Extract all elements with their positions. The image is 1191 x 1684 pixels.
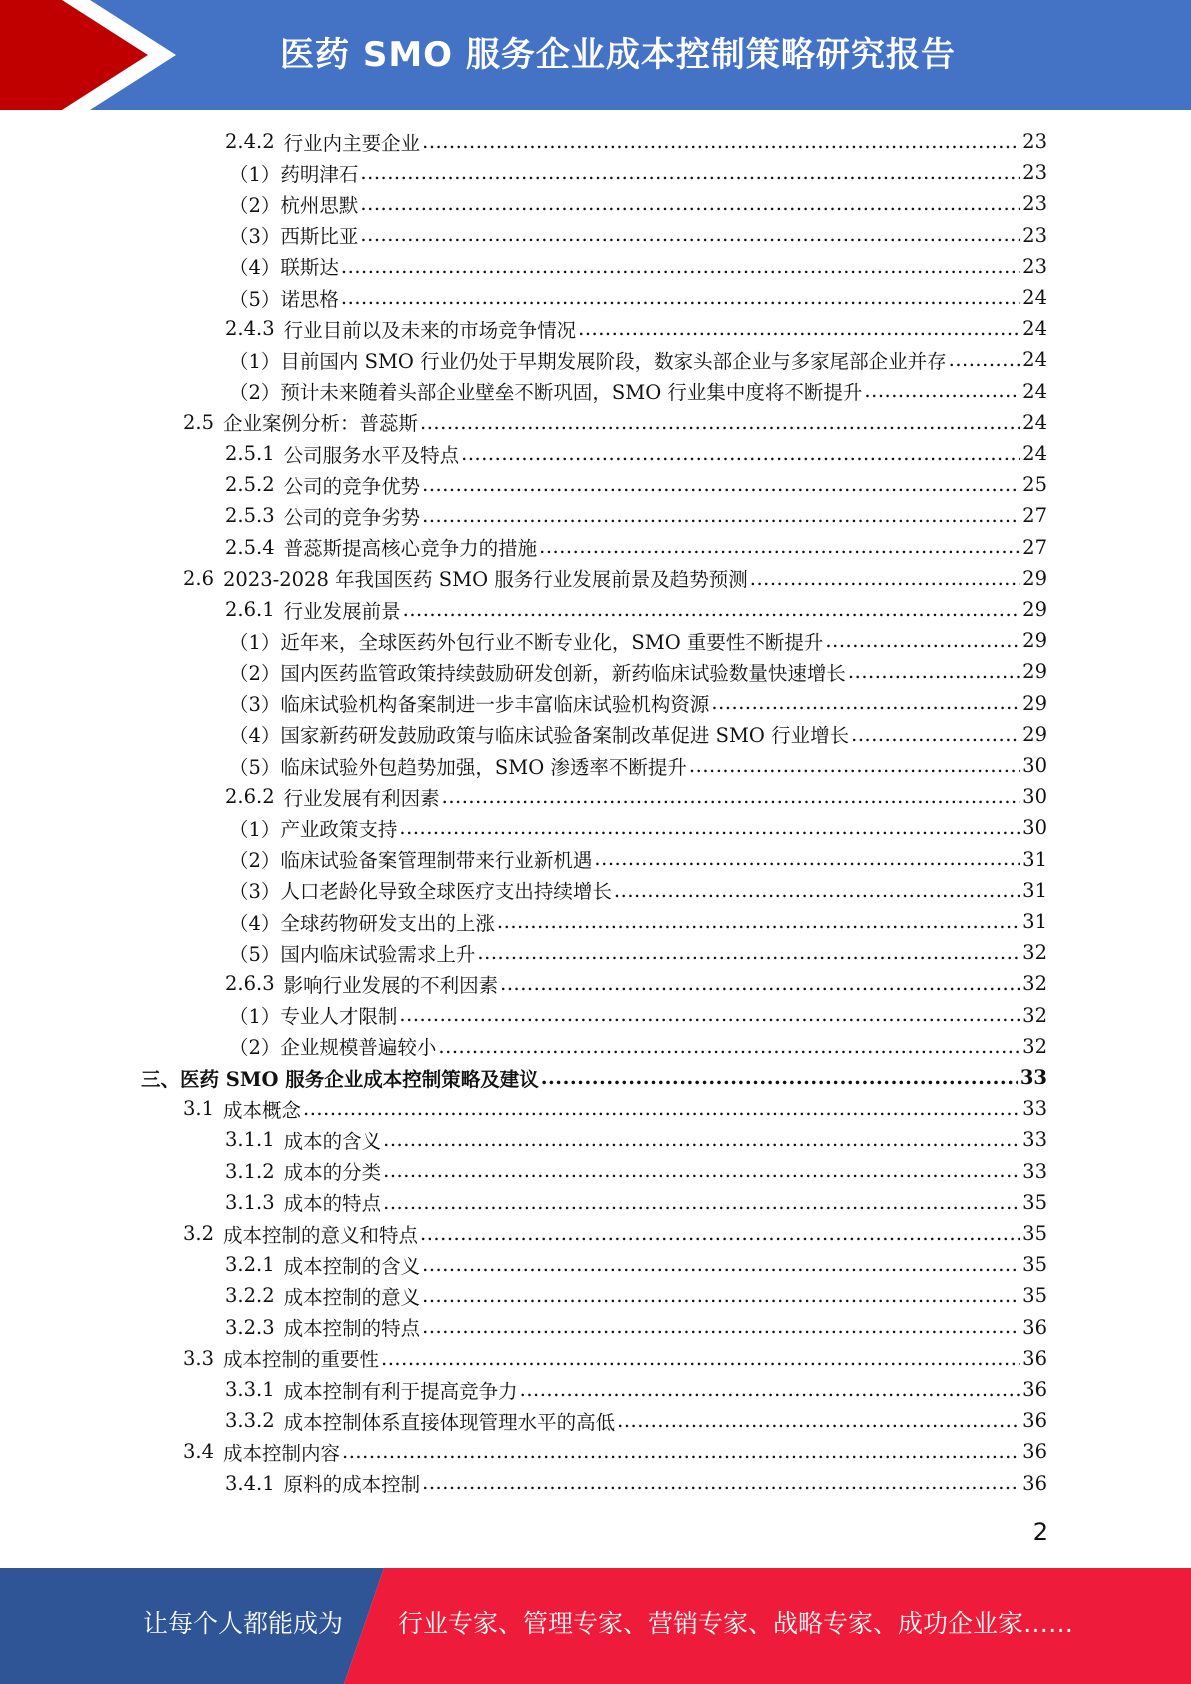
toc-dot-leader xyxy=(500,972,1020,995)
toc-entry[interactable] xyxy=(225,126,1047,157)
toc-entry[interactable] xyxy=(229,625,1047,656)
toc-dot-leader xyxy=(851,723,1020,746)
toc-entry-title: 行业发展有利因素 xyxy=(283,786,440,810)
toc-entry-title: （2）企业规模普遍较小 xyxy=(229,1036,437,1060)
toc-entry-title: 成本概念 xyxy=(223,1098,302,1122)
toc-entry-page: 32 xyxy=(1022,1003,1047,1027)
toc-entry-title: （1）专业人才限制 xyxy=(229,1005,398,1029)
toc-dot-leader xyxy=(360,223,1020,246)
toc-entry-title: 原料的成本控制 xyxy=(283,1473,421,1497)
toc-entry-number: 3.2 xyxy=(183,1222,215,1245)
toc-entry-page: 36 xyxy=(1022,1315,1047,1339)
toc-entry-title: （3）临床试验机构备案制进一步丰富临床试验机构资源 xyxy=(229,693,710,717)
toc-entry-number: 3.4 xyxy=(183,1440,215,1464)
toc-entry-title: （4）全球药物研发支出的上涨 xyxy=(229,911,495,935)
toc-entry-title: （5）临床试验外包趋势加强，SMO 渗透率不断提升 xyxy=(229,755,687,779)
toc-entry[interactable] xyxy=(225,313,1047,344)
toc-entry-title: （1）药明津石 xyxy=(229,162,359,186)
toc-dot-leader xyxy=(303,1097,1020,1120)
toc-entry-number: 2.4.3 xyxy=(225,317,275,341)
toc-entry[interactable] xyxy=(225,1249,1047,1280)
toc-dot-leader xyxy=(438,1035,1020,1058)
toc-entry[interactable] xyxy=(229,812,1047,843)
toc-dot-leader xyxy=(399,1003,1020,1026)
toc-entry-title: （4）联斯达 xyxy=(229,256,339,280)
toc-entry[interactable] xyxy=(141,1062,1047,1093)
toc-entry-number: 3.2.1 xyxy=(225,1253,275,1277)
toc-entry[interactable] xyxy=(225,500,1047,531)
toc-entry-page: 32 xyxy=(1022,941,1047,965)
toc-entry-page: 33 xyxy=(1022,1159,1047,1183)
toc-entry-title: 普蕊斯提高核心竞争力的措施 xyxy=(283,537,538,561)
toc-entry-page: 29 xyxy=(1022,660,1047,684)
toc-entry-title: （1）近年来，全球医药外包行业不断专业化，SMO 重要性不断提升 xyxy=(229,630,824,654)
toc-dot-leader xyxy=(539,535,1020,558)
toc-entry-title: （2）杭州思默 xyxy=(229,193,359,217)
toc-entry-title: 成本控制内容 xyxy=(223,1441,341,1465)
toc-entry[interactable] xyxy=(229,344,1047,375)
toc-entry[interactable] xyxy=(229,844,1047,875)
toc-entry[interactable] xyxy=(229,188,1047,219)
toc-entry-title: 企业案例分析：普蕊斯 xyxy=(223,412,419,436)
toc-entry-title: （1）产业政策支持 xyxy=(229,817,398,841)
toc-dot-leader xyxy=(399,816,1020,839)
toc-entry-page: 24 xyxy=(1022,442,1047,465)
toc-entry[interactable] xyxy=(229,251,1047,282)
toc-entry[interactable] xyxy=(183,563,1047,594)
toc-entry-title: （3）人口老龄化导致全球医疗支出持续增长 xyxy=(229,880,612,904)
toc-entry[interactable] xyxy=(183,1436,1047,1467)
toc-entry-page: 30 xyxy=(1022,785,1047,809)
toc-entry-page: 36 xyxy=(1022,1378,1047,1401)
toc-dot-leader xyxy=(864,379,1020,402)
toc-entry-title: （2）预计未来随着头部企业壁垒不断巩固，SMO 行业集中度将不断提升 xyxy=(229,381,863,405)
toc-entry[interactable] xyxy=(229,875,1047,906)
toc-dot-leader xyxy=(477,941,1020,964)
toc-entry-page: 23 xyxy=(1022,192,1047,216)
toc-entry-number: 2.6 xyxy=(183,566,215,590)
toc-dot-leader xyxy=(360,192,1020,215)
toc-entry-title: 成本的含义 xyxy=(283,1129,382,1153)
toc-entry[interactable] xyxy=(225,594,1047,625)
toc-entry-page: 31 xyxy=(1022,878,1047,902)
toc-entry[interactable] xyxy=(229,937,1047,968)
toc-entry[interactable] xyxy=(225,1312,1047,1343)
toc-entry[interactable] xyxy=(229,220,1047,251)
toc-entry-number: 3.1.3 xyxy=(225,1190,275,1214)
toc-entry-number: 3.1.1 xyxy=(225,1128,275,1152)
toc-entry-title: （4）国家新药研发鼓励政策与临床试验备案制改革促进 SMO 行业增长 xyxy=(229,724,850,748)
toc-dot-leader xyxy=(422,473,1020,496)
toc-entry[interactable] xyxy=(229,688,1047,719)
toc-entry-page: 35 xyxy=(1022,1284,1047,1308)
toc-dot-leader xyxy=(420,1222,1020,1245)
toc-entry[interactable] xyxy=(183,1343,1047,1374)
toc-entry-page: 31 xyxy=(1022,847,1047,871)
toc-dot-leader xyxy=(594,847,1020,870)
toc-entry-number: 2.6.3 xyxy=(225,972,275,996)
toc-dot-leader xyxy=(420,411,1020,434)
toc-entry-page: 36 xyxy=(1022,1409,1047,1433)
toc-entry-title: 成本的分类 xyxy=(283,1161,382,1185)
toc-entry-number: 2.4.2 xyxy=(225,130,275,153)
toc-entry-page: 23 xyxy=(1022,223,1047,247)
toc-entry-page: 27 xyxy=(1022,504,1047,528)
toc-dot-leader xyxy=(689,754,1020,777)
toc-entry-page: 29 xyxy=(1022,598,1047,621)
toc-entry-page: 33 xyxy=(1019,1066,1047,1089)
toc-dot-leader xyxy=(520,1378,1021,1401)
toc-entry-number: 3.1.2 xyxy=(225,1159,275,1183)
header-banner xyxy=(0,0,1191,110)
toc-entry-title: 行业内主要企业 xyxy=(283,131,421,155)
toc-entry-title: 成本控制的意义 xyxy=(283,1285,421,1309)
toc-entry-title: 公司服务水平及特点 xyxy=(283,443,460,467)
toc-entry-title: （5）诺思格 xyxy=(229,287,339,311)
toc-entry[interactable] xyxy=(225,1156,1047,1187)
toc-entry[interactable] xyxy=(229,282,1047,313)
toc-entry-page: 36 xyxy=(1022,1346,1047,1370)
toc-entry[interactable] xyxy=(225,1280,1047,1311)
toc-entry-page: 24 xyxy=(1022,348,1047,372)
footer-slogan-right: 行业专家、管理专家、营销专家、战略专家、成功企业家…… xyxy=(398,1609,1074,1638)
toc-entry-page: 30 xyxy=(1022,754,1047,777)
toc-entry-page: 25 xyxy=(1022,473,1047,497)
toc-entry-title: 三、医药 SMO 服务企业成本控制策略及建议 xyxy=(141,1067,539,1091)
toc-dot-leader xyxy=(422,130,1020,153)
toc-entry[interactable] xyxy=(225,968,1047,999)
toc-dot-leader xyxy=(825,629,1020,652)
toc-dot-leader xyxy=(422,1315,1020,1338)
toc-dot-leader xyxy=(422,504,1020,527)
toc-entry[interactable] xyxy=(225,1187,1047,1218)
toc-entry-number: 3.3 xyxy=(183,1346,215,1370)
toc-dot-leader xyxy=(341,286,1020,309)
toc-entry-number: 2.5.2 xyxy=(225,473,275,497)
toc-entry-title: 公司的竞争优势 xyxy=(283,474,421,498)
toc-entry-title: （3）西斯比亚 xyxy=(229,225,359,249)
toc-entry-page: 24 xyxy=(1022,286,1047,309)
footer-banner xyxy=(0,1568,1191,1684)
toc-entry-page: 35 xyxy=(1022,1253,1047,1277)
toc-dot-leader xyxy=(461,442,1020,465)
toc-entry-page: 29 xyxy=(1022,722,1047,746)
toc-entry-page: 36 xyxy=(1022,1471,1047,1495)
toc-dot-leader xyxy=(442,785,1021,808)
toc-entry-page: 35 xyxy=(1022,1190,1047,1214)
toc-dot-leader xyxy=(383,1128,1020,1151)
toc-entry-number: 3.3.2 xyxy=(225,1409,275,1433)
toc-entry-title: （2）临床试验备案管理制带来行业新机遇 xyxy=(229,849,593,873)
toc-dot-leader xyxy=(342,1440,1020,1463)
toc-dot-leader xyxy=(614,879,1020,902)
toc-entry[interactable] xyxy=(229,376,1047,407)
toc-entry[interactable] xyxy=(225,1468,1047,1499)
toc-entry-title: 行业发展前景 xyxy=(283,599,401,623)
toc-dot-leader xyxy=(497,910,1020,933)
toc-entry-page: 29 xyxy=(1022,691,1047,715)
toc-entry-number: 2.5.1 xyxy=(225,442,275,465)
toc-entry-title: 成本的特点 xyxy=(283,1192,382,1216)
toc-dot-leader xyxy=(750,567,1020,590)
toc-dot-leader xyxy=(422,1284,1020,1307)
toc-entry-title: （1）目前国内 SMO 行业仍处于早期发展阶段，数家头部企业与多家尾部企业并存 xyxy=(229,349,947,373)
toc-entry-number: 3.1 xyxy=(183,1097,215,1121)
toc-entry-page: 32 xyxy=(1022,1034,1047,1058)
toc-entry-page: 23 xyxy=(1022,254,1047,278)
toc-entry-page: 24 xyxy=(1022,317,1047,341)
toc-entry-title: 影响行业发展的不利因素 xyxy=(283,973,499,997)
report-title: 医药 SMO 服务企业成本控制策略研究报告 xyxy=(280,35,956,75)
toc-entry-number: 2.6.1 xyxy=(225,598,275,621)
toc-entry-title: 成本控制的重要性 xyxy=(223,1348,380,1372)
toc-entry-number: 2.5.3 xyxy=(225,504,275,528)
footer-slogan-left: 让每个人都能成为 xyxy=(143,1609,344,1638)
toc-entry-title: 公司的竞争劣势 xyxy=(283,505,421,529)
toc-entry-number: 2.5 xyxy=(183,410,215,434)
page-number: 2 xyxy=(1032,1518,1048,1546)
toc-entry-title: 成本控制的特点 xyxy=(283,1317,421,1341)
toc-dot-leader xyxy=(711,691,1020,714)
toc-entry[interactable] xyxy=(229,1000,1047,1031)
toc-entry-number: 3.2.3 xyxy=(225,1315,275,1339)
toc-entry[interactable] xyxy=(225,532,1047,563)
toc-entry[interactable] xyxy=(183,407,1047,438)
toc-entry-page: 33 xyxy=(1022,1128,1047,1152)
toc-entry-page: 36 xyxy=(1022,1440,1047,1464)
toc-entry-title: （2）国内医药监管政策持续鼓励研发创新，新药临床试验数量快速增长 xyxy=(229,661,846,685)
toc-entry-page: 35 xyxy=(1022,1222,1047,1245)
toc-entry-page: 32 xyxy=(1022,972,1047,996)
toc-entry-page: 30 xyxy=(1022,816,1047,840)
toc-dot-leader xyxy=(578,317,1020,340)
toc-entry-number: 2.6.2 xyxy=(225,785,275,809)
toc-entry[interactable] xyxy=(225,781,1047,812)
toc-entry[interactable] xyxy=(225,1405,1047,1436)
toc-dot-leader xyxy=(422,1471,1020,1494)
toc-entry-page: 27 xyxy=(1022,535,1047,559)
toc-entry-page: 23 xyxy=(1022,161,1047,185)
toc-entry-title: 成本控制体系直接体现管理水平的高低 xyxy=(283,1410,616,1434)
toc-entry[interactable] xyxy=(183,1218,1047,1249)
toc-dot-leader xyxy=(341,255,1020,278)
toc-entry-page: 23 xyxy=(1022,130,1047,153)
toc-entry-title: 成本控制有利于提高竞争力 xyxy=(283,1379,518,1403)
toc-entry-title: 2023-2028 年我国医药 SMO 服务行业发展前景及趋势预测 xyxy=(223,568,748,592)
toc-entry-number: 3.3.1 xyxy=(225,1378,275,1401)
toc-dot-leader xyxy=(949,348,1021,371)
toc-entry-title: 成本控制的含义 xyxy=(283,1254,421,1278)
toc-dot-leader xyxy=(360,161,1020,184)
toc-entry[interactable] xyxy=(229,157,1047,188)
toc-entry[interactable] xyxy=(229,719,1047,750)
toc-entry[interactable] xyxy=(229,906,1047,937)
toc-entry-number: 3.4.1 xyxy=(225,1471,275,1495)
toc-entry-page: 33 xyxy=(1022,1097,1047,1121)
toc-entry-title: 行业目前以及未来的市场竞争情况 xyxy=(283,318,577,342)
toc-entry-page: 31 xyxy=(1022,910,1047,933)
toc-entry-title: （5）国内临床试验需求上升 xyxy=(229,942,476,966)
toc-dot-leader xyxy=(541,1066,1018,1089)
toc-entry-page: 29 xyxy=(1022,566,1047,590)
toc-dot-leader xyxy=(422,1253,1020,1276)
toc-entry[interactable] xyxy=(229,656,1047,687)
toc-dot-leader xyxy=(383,1191,1020,1214)
toc-dot-leader xyxy=(381,1347,1020,1370)
toc-entry-title: 成本控制的意义和特点 xyxy=(223,1223,419,1247)
toc-entry[interactable] xyxy=(229,750,1047,781)
toc-entry[interactable] xyxy=(225,1124,1047,1155)
toc-dot-leader xyxy=(848,660,1020,683)
toc-entry[interactable] xyxy=(225,469,1047,500)
toc-entry[interactable] xyxy=(229,1031,1047,1062)
toc-entry-page: 24 xyxy=(1022,410,1047,434)
toc-entry-page: 29 xyxy=(1022,629,1047,653)
toc-entry[interactable] xyxy=(225,1374,1047,1405)
toc-entry[interactable] xyxy=(183,1093,1047,1124)
toc-dot-leader xyxy=(403,598,1021,621)
toc-entry-number: 2.5.4 xyxy=(225,535,275,559)
toc-dot-leader xyxy=(383,1159,1020,1182)
toc-entry-number: 3.2.2 xyxy=(225,1284,275,1308)
toc-entry-page: 24 xyxy=(1022,379,1047,403)
toc-dot-leader xyxy=(617,1409,1020,1432)
toc-entry[interactable] xyxy=(225,438,1047,469)
